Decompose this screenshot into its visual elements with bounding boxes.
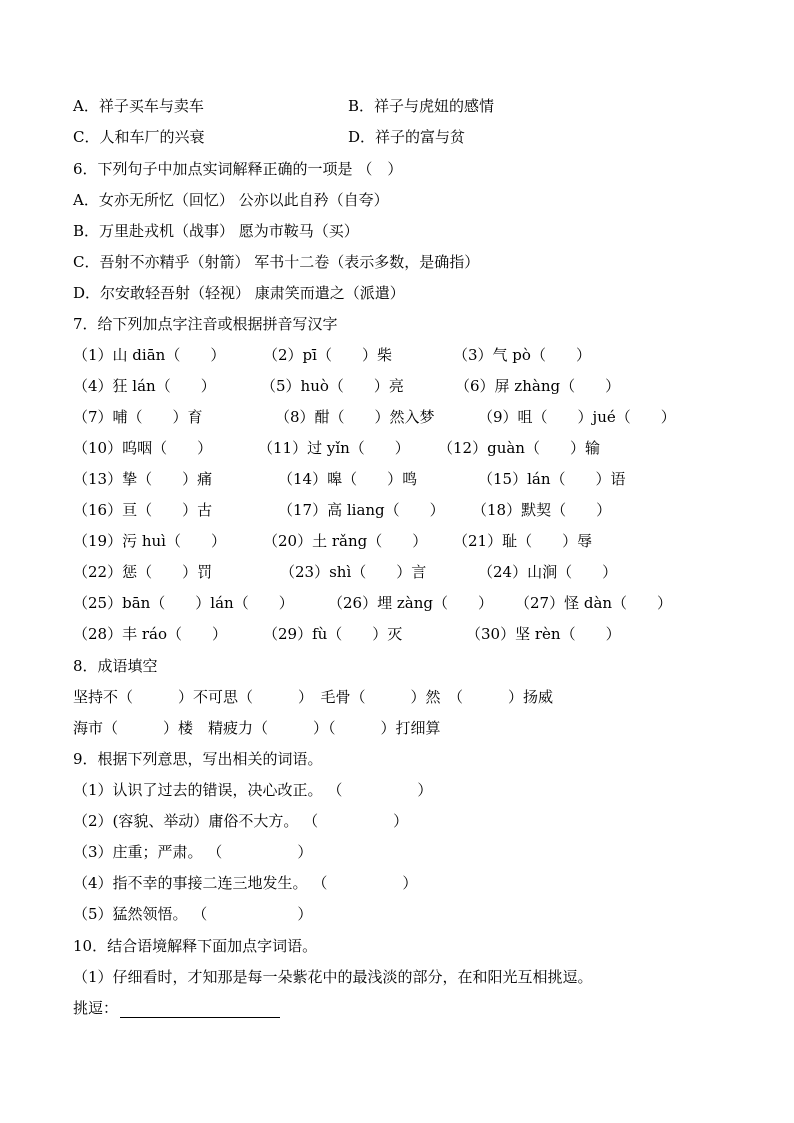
- pinyin-item: （27）怪 dàn（ ）: [515, 594, 673, 612]
- definition-item: （1）认识了过去的错误，决心改正。 （ ）: [73, 781, 433, 799]
- pinyin-item: （2）pī（ ）柴: [263, 346, 392, 364]
- pinyin-item: （13）挚（ ）痛: [73, 470, 213, 488]
- pinyin-item: （25）bān（ ）lán（ ）: [73, 594, 294, 612]
- pinyin-item: （29）fù（ ）灭: [263, 625, 403, 643]
- q6-option-b: B．万里赴戎机（战事） 愿为市鞍马（买）: [73, 222, 359, 240]
- option-a: A．祥子买车与卖车: [73, 97, 204, 115]
- pinyin-item: （10）呜咽（ ）: [73, 439, 213, 457]
- question-10-stem: 10．结合语境解释下面加点字词语。: [73, 937, 318, 955]
- definition-item: （4）指不幸的事接二连三地发生。 （ ）: [73, 874, 418, 892]
- pinyin-item: （1）山 diān（ ）: [73, 346, 226, 364]
- pinyin-item: （20）土 rǎng（ ）: [263, 532, 428, 550]
- question-6-stem: 6．下列句子中加点实词解释正确的一项是 （ ）: [73, 160, 403, 178]
- pinyin-item: （30）坚 rèn（ ）: [466, 625, 621, 643]
- q6-option-c: C．吾射不亦精乎（射箭） 军书十二卷（表示多数，是确指）: [73, 253, 480, 271]
- pinyin-item: （24）山涧（ ）: [478, 563, 618, 581]
- option-b: B．祥子与虎妞的感情: [348, 97, 495, 115]
- pinyin-item: （3）气 pò（ ）: [453, 346, 591, 364]
- pinyin-item: （26）埋 zàng（ ）: [328, 594, 493, 612]
- pinyin-item: （8）酣（ ）然入梦: [275, 408, 435, 426]
- pinyin-item: （18）默契（ ）: [472, 501, 612, 519]
- pinyin-item: （7）哺（ ）育: [73, 408, 203, 426]
- pinyin-item: （23）shì（ ）言: [280, 563, 427, 581]
- definition-item: （2）(容貌、举动）庸俗不大方。 （ ）: [73, 812, 409, 830]
- pinyin-item: （22）惩（ ）罚: [73, 563, 213, 581]
- q6-option-a: A．女亦无所忆（回忆） 公亦以此自矜（自夸）: [73, 191, 389, 209]
- pinyin-item: （11）过 yǐn（ ）: [258, 439, 410, 457]
- option-c: C．人和车厂的兴衰: [73, 128, 205, 146]
- pinyin-item: （4）狂 lán（ ）: [73, 377, 216, 395]
- question-8-stem: 8．成语填空: [73, 657, 158, 675]
- q6-option-d: D．尔安敢轻吾射（轻视） 康肃笑而遣之（派遣）: [73, 284, 405, 302]
- pinyin-item: （15）lán（ ）语: [478, 470, 626, 488]
- pinyin-item: （5）huò（ ）亮: [261, 377, 404, 395]
- idiom-line-1: 坚持不（ ）不可思（ ） 毛骨（ ）然 （ ）扬威: [73, 688, 554, 706]
- pinyin-item: （14）嗥（ ）鸣: [278, 470, 418, 488]
- pinyin-item: （19）污 huì（ ）: [73, 532, 226, 550]
- question-7-stem: 7．给下列加点字注音或根据拼音写汉字: [73, 315, 338, 333]
- idiom-line-2: 海市（ ）楼 精疲力（ ）（ ）打细算: [73, 719, 441, 737]
- pinyin-item: （21）耻（ ）辱: [453, 532, 593, 550]
- context-sentence: （1）仔细看时，才知那是每一朵紫花中的最浅淡的部分，在和阳光互相挑逗。: [73, 968, 593, 986]
- pinyin-item: （9）咀（ ）jué（ ）: [478, 408, 676, 426]
- definition-item: （3）庄重；严肃。 （ ）: [73, 843, 313, 861]
- option-d: D．祥子的富与贫: [348, 128, 466, 146]
- pinyin-item: （28）丰 ráo（ ）: [73, 625, 227, 643]
- question-9-stem: 9．根据下列意思，写出相关的词语。: [73, 750, 323, 768]
- answer-label: 挑逗：: [73, 999, 119, 1017]
- pinyin-item: （17）高 liang（ ）: [278, 501, 445, 519]
- answer-blank[interactable]: [120, 1001, 280, 1018]
- pinyin-item: （12）guàn（ ）输: [438, 439, 600, 457]
- answer-row: [73, 998, 280, 1018]
- pinyin-item: （16）亘（ ）古: [73, 501, 213, 519]
- pinyin-item: （6）屏 zhàng（ ）: [455, 377, 621, 395]
- definition-item: （5）猛然领悟。 （ ）: [73, 905, 313, 923]
